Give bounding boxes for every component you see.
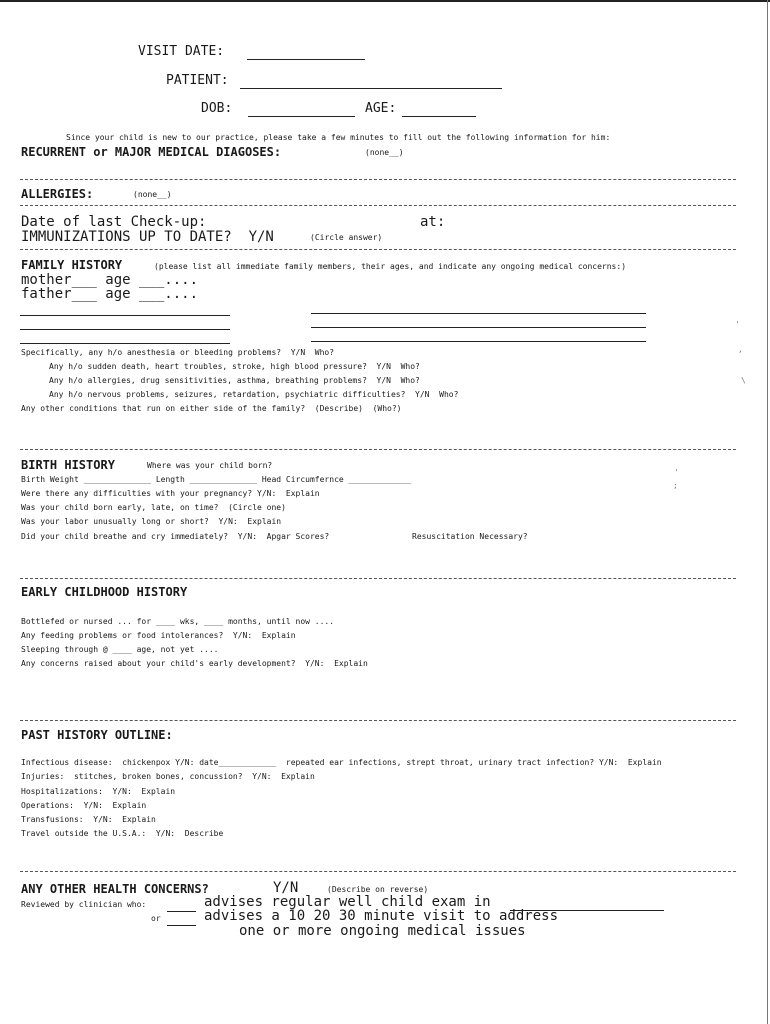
early-childhood-title: EARLY CHILDHOOD HISTORY bbox=[21, 585, 188, 599]
scan-speck: , bbox=[738, 345, 743, 354]
resuscitation-question: Resuscitation Necessary? bbox=[412, 532, 528, 541]
family-member-field[interactable] bbox=[20, 343, 230, 344]
circle-answer-note: (Circle answer) bbox=[310, 233, 383, 242]
visit-date-label: VISIT DATE: bbox=[138, 44, 225, 59]
intro-text: Since your child is new to our practice, please take a few minutes to fill out the following information for him: bbox=[66, 133, 611, 142]
scan-speck: ' bbox=[735, 320, 740, 329]
family-member-field[interactable] bbox=[20, 315, 230, 316]
scan-speck: \ bbox=[741, 376, 746, 385]
family-instructions: (please list all immediate family members, their ages, and indicate any ongoing medical concerns:) bbox=[154, 262, 627, 271]
top-edge bbox=[0, 0, 770, 2]
family-question: Specifically, any h/o anesthesia or bleeding problems? Y/N Who? bbox=[21, 348, 335, 357]
past-question: Injuries: stitches, broken bones, concussion? Y/N: Explain bbox=[21, 772, 315, 781]
age-label: AGE: bbox=[365, 101, 397, 116]
family-member-field[interactable] bbox=[311, 341, 646, 342]
immunizations-label: IMMUNIZATIONS UP TO DATE? Y/N bbox=[21, 229, 274, 245]
past-question: Infectious disease: chickenpox Y/N: date____________ repeated ear infections, strept throat, urinary tract infection? Y/N: Explain bbox=[21, 758, 662, 767]
birth-question: Were there any difficulties with your pregnancy? Y/N: Explain bbox=[21, 489, 320, 498]
divider bbox=[20, 249, 736, 250]
advise-visit: advises a 10 20 30 minute visit to address bbox=[204, 908, 559, 924]
allergies-title: ALLERGIES: bbox=[21, 187, 94, 201]
early-question: Any concerns raised about your child's early development? Y/N: Explain bbox=[21, 659, 368, 668]
family-member-field[interactable] bbox=[311, 327, 646, 328]
reviewed-initials-field-2[interactable] bbox=[167, 925, 196, 926]
family-question: Any h/o sudden death, heart troubles, stroke, high blood pressure? Y/N Who? bbox=[49, 362, 420, 371]
scan-speck: ' bbox=[674, 468, 679, 477]
past-question: Operations: Y/N: Explain bbox=[21, 801, 147, 810]
past-question: Hospitalizations: Y/N: Explain bbox=[21, 787, 176, 796]
reviewed-initials-field[interactable] bbox=[167, 911, 196, 912]
birth-where: Where was your child born? bbox=[147, 461, 273, 470]
family-member-field[interactable] bbox=[20, 329, 230, 330]
visit-date-field[interactable] bbox=[247, 59, 365, 60]
last-checkup-label: Date of last Check-up: bbox=[21, 214, 207, 230]
family-history-title: FAMILY HISTORY bbox=[21, 258, 123, 272]
other-concerns-yn[interactable]: Y/N bbox=[273, 880, 299, 896]
early-question: Sleeping through @ ____ age, not yet .... bbox=[21, 645, 219, 654]
family-member-field[interactable] bbox=[311, 313, 646, 314]
early-question: Bottlefed or nursed ... for ____ wks, ____ months, until now .... bbox=[21, 617, 335, 626]
birth-question: Did your child breathe and cry immediately? Y/N: Apgar Scores? bbox=[21, 532, 330, 541]
birth-history-title: BIRTH HISTORY bbox=[21, 458, 115, 472]
divider bbox=[20, 205, 736, 206]
other-concerns-title: ANY OTHER HEALTH CONCERNS? bbox=[21, 882, 209, 896]
past-history-title: PAST HISTORY OUTLINE: bbox=[21, 728, 173, 742]
birth-question: Was your child born early, late, on time? (Circle one) bbox=[21, 503, 286, 512]
advise-issues: one or more ongoing medical issues bbox=[239, 923, 526, 939]
family-question: Any other conditions that run on either side of the family? (Describe) (Who?) bbox=[21, 404, 402, 413]
divider bbox=[20, 179, 736, 180]
describe-on-reverse: (Describe on reverse) bbox=[327, 885, 429, 894]
checkup-at-label: at: bbox=[420, 214, 446, 230]
father-row[interactable]: father___ age ___.... bbox=[21, 286, 199, 302]
recurrent-none[interactable]: (none__) bbox=[365, 148, 404, 157]
or-label: or bbox=[151, 914, 161, 923]
divider bbox=[20, 449, 736, 450]
divider bbox=[20, 578, 736, 579]
past-question: Travel outside the U.S.A.: Y/N: Describe bbox=[21, 829, 224, 838]
family-question: Any h/o allergies, drug sensitivities, asthma, breathing problems? Y/N Who? bbox=[49, 376, 420, 385]
patient-field[interactable] bbox=[240, 88, 502, 89]
reviewed-by-label: Reviewed by clinician who: bbox=[21, 900, 147, 909]
patient-label: PATIENT: bbox=[166, 73, 229, 88]
dob-label: DOB: bbox=[201, 101, 233, 116]
age-field[interactable] bbox=[402, 116, 476, 117]
right-edge bbox=[767, 0, 768, 1024]
advise-well-child: advises regular well child exam in bbox=[204, 894, 491, 910]
scan-speck: ; bbox=[673, 481, 678, 490]
mother-row[interactable]: mother___ age ___.... bbox=[21, 272, 199, 288]
divider bbox=[20, 720, 736, 721]
birth-question: Was your labor unusually long or short? Y/N: Explain bbox=[21, 517, 282, 526]
dob-field[interactable] bbox=[248, 116, 355, 117]
birth-measurements[interactable]: Birth Weight ______________ Length ______________ Head Circumfernce _____________ bbox=[21, 475, 412, 484]
recurrent-title: RECURRENT or MAJOR MEDICAL DIAGOSES: bbox=[21, 145, 282, 159]
divider bbox=[20, 871, 736, 872]
early-question: Any feeding problems or food intolerances? Y/N: Explain bbox=[21, 631, 296, 640]
allergies-none[interactable]: (none__) bbox=[133, 190, 172, 199]
family-question: Any h/o nervous problems, seizures, retardation, psychiatric difficulties? Y/N Who? bbox=[49, 390, 459, 399]
past-question: Transfusions: Y/N: Explain bbox=[21, 815, 156, 824]
